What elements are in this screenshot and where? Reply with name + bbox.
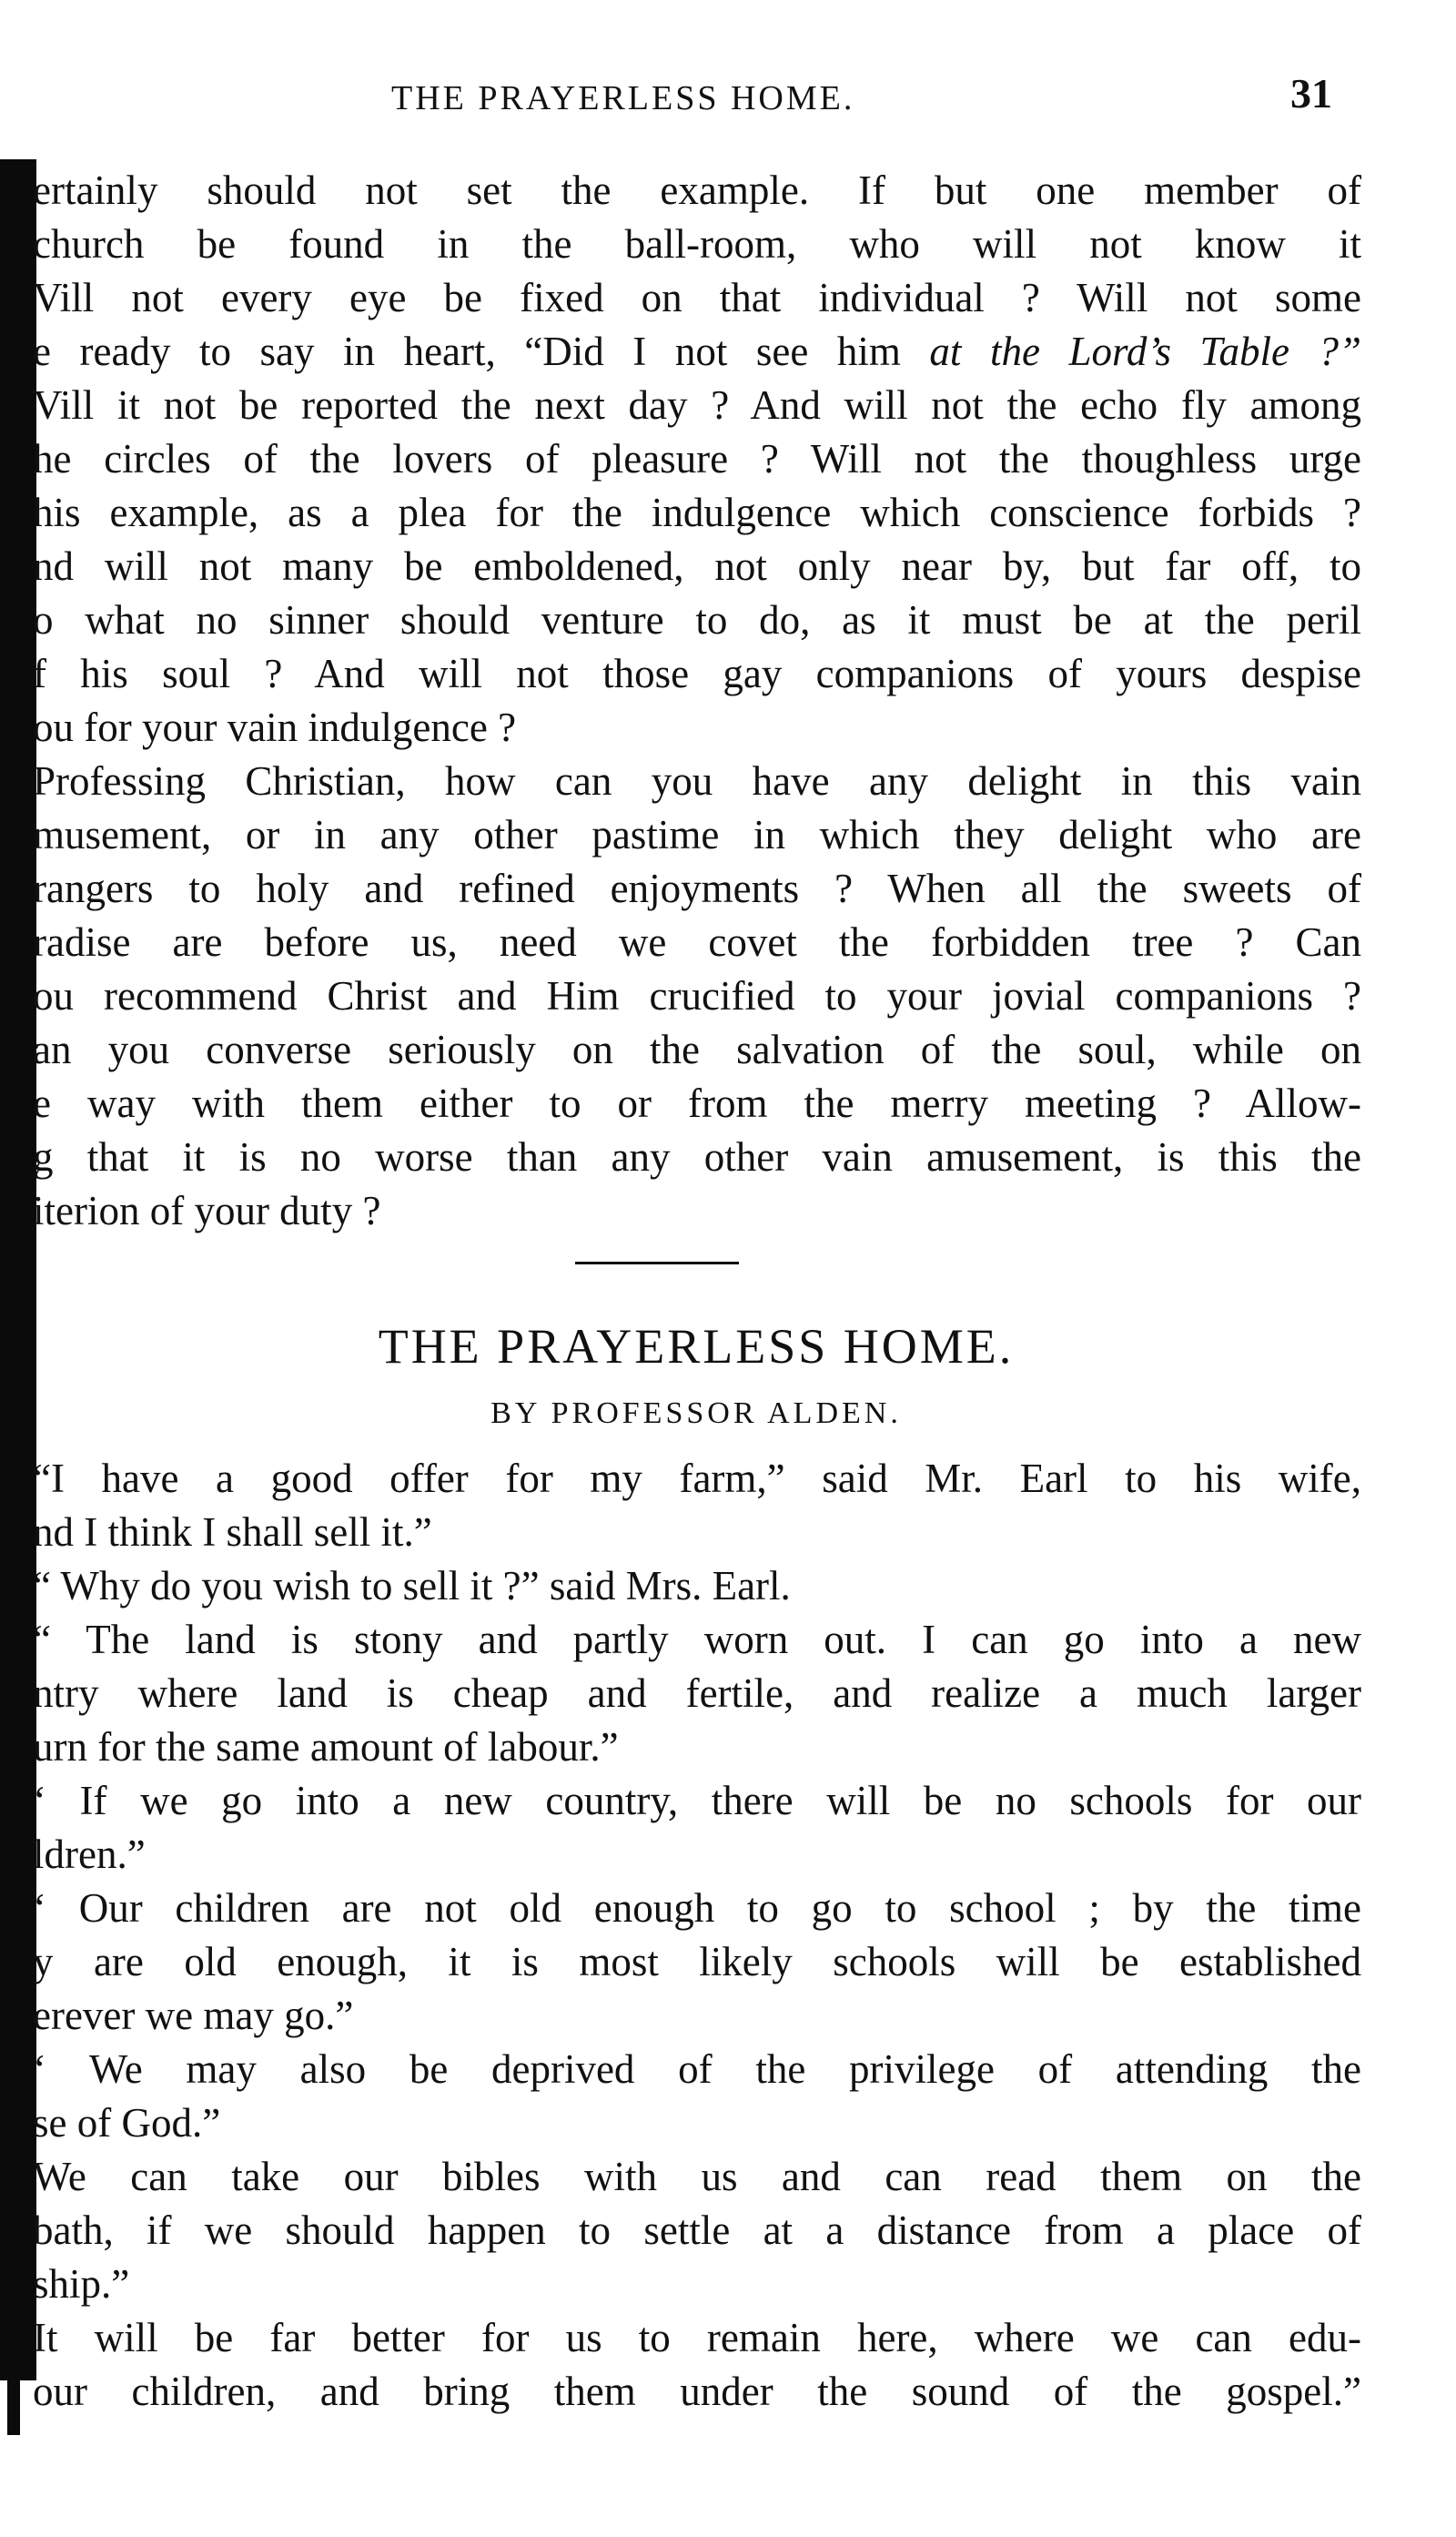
text-line: ertainly should not set the example. If but one member of — [33, 167, 1361, 213]
text-line: ‘ If we go into a new country, there will be no schools for our — [33, 1778, 1361, 1823]
text-line: “I have a good offer for my farm,” said Mr. Earl to his wife, — [33, 1456, 1361, 1501]
text-line: he circles of the lovers of pleasure ? Will not the thoughless urge — [33, 436, 1361, 482]
text-line: ldren.” — [33, 1832, 146, 1877]
text-line: ou for your vain indulgence ? — [33, 705, 517, 750]
text-line: musement, or in any other pastime in which they delight who are — [33, 812, 1361, 858]
text-line: “ Why do you wish to sell it ?” said Mrs. Earl. — [33, 1563, 791, 1608]
running-head: THE PRAYERLESS HOME. — [391, 79, 855, 117]
text-line: g that it is no worse than any other vain amusement, is this the — [33, 1134, 1361, 1180]
text-line: our children, and bring them under the sound of the gospel.” — [33, 2369, 1361, 2414]
text-line: bath, if we should happen to settle at a distance from a place of — [33, 2207, 1361, 2253]
text-line: ‘ Our children are not old enough to go to school ; by the time — [33, 1885, 1361, 1931]
text-line: se of God.” — [33, 2100, 221, 2146]
text-line: ‘ We may also be deprived of the privilege of attending the — [33, 2046, 1361, 2092]
article-byline: BY PROFESSOR ALDEN. — [490, 1396, 902, 1430]
section2-text — [33, 1452, 1361, 2419]
text-line: f his soul ? And will not those gay companions of yours despise — [33, 651, 1361, 696]
section-divider-rule — [575, 1262, 739, 1264]
text-line: erever we may go.” — [33, 1993, 354, 2038]
text-line-start: e ready to say in heart, “Did I not see him — [33, 329, 930, 374]
text-line: an you converse seriously on the salvation of the soul, while on — [33, 1027, 1361, 1072]
text-line: urn for the same amount of labour.” — [33, 1724, 619, 1770]
text-line: radise are before us, need we covet the forbidden tree ? Can — [33, 919, 1361, 965]
text-line: We can take our bibles with us and can read them on the — [33, 2154, 1361, 2199]
text-line: his example, as a plea for the indulgence which conscience forbids ? — [33, 490, 1361, 535]
text-line: ou recommend Christ and Him crucified to your jovial companions ? — [33, 973, 1361, 1019]
text-line: “ The land is stony and partly worn out. I can go into a new — [33, 1617, 1361, 1662]
text-line: Vill it not be reported the next day ? And will not the echo fly among — [33, 382, 1361, 428]
text-line: e way with them either to or from the merry meeting ? Allow- — [33, 1081, 1361, 1126]
text-line: y are old enough, it is most likely schools will be established — [33, 1939, 1361, 1984]
text-line: ntry where land is cheap and fertile, and realize a much larger — [33, 1670, 1361, 1716]
text-line: nd will not many be emboldened, not only near by, but far off, to — [33, 543, 1361, 589]
text-line: ship.” — [33, 2261, 130, 2307]
text-line: rangers to holy and refined enjoyments ? When all the sweets of — [33, 866, 1361, 911]
italic-phrase: at the Lord’s Table ?” — [929, 329, 1361, 374]
binding-gutter-tail — [7, 2380, 20, 2435]
text-line: church be found in the ball-room, who will not know it — [33, 221, 1361, 267]
text-line: o what no sinner should venture to do, as it must be at the peril — [33, 597, 1361, 643]
article-title: THE PRAYERLESS HOME. — [378, 1319, 1015, 1374]
text-line: It will be far better for us to remain here, where we can edu- — [33, 2315, 1361, 2360]
text-line: Vill not every eye be fixed on that individual ? Will not some — [33, 275, 1361, 320]
text-line: Professing Christian, how can you have any delight in this vain — [33, 758, 1361, 804]
binding-gutter-shadow — [0, 159, 36, 2380]
text-line: nd I think I shall sell it.” — [33, 1509, 432, 1555]
text-line: iterion of your duty ? — [33, 1188, 381, 1233]
text-line-with-italic — [33, 325, 1361, 379]
page-number: 31 — [1290, 70, 1332, 117]
section1-text — [33, 164, 1361, 1238]
